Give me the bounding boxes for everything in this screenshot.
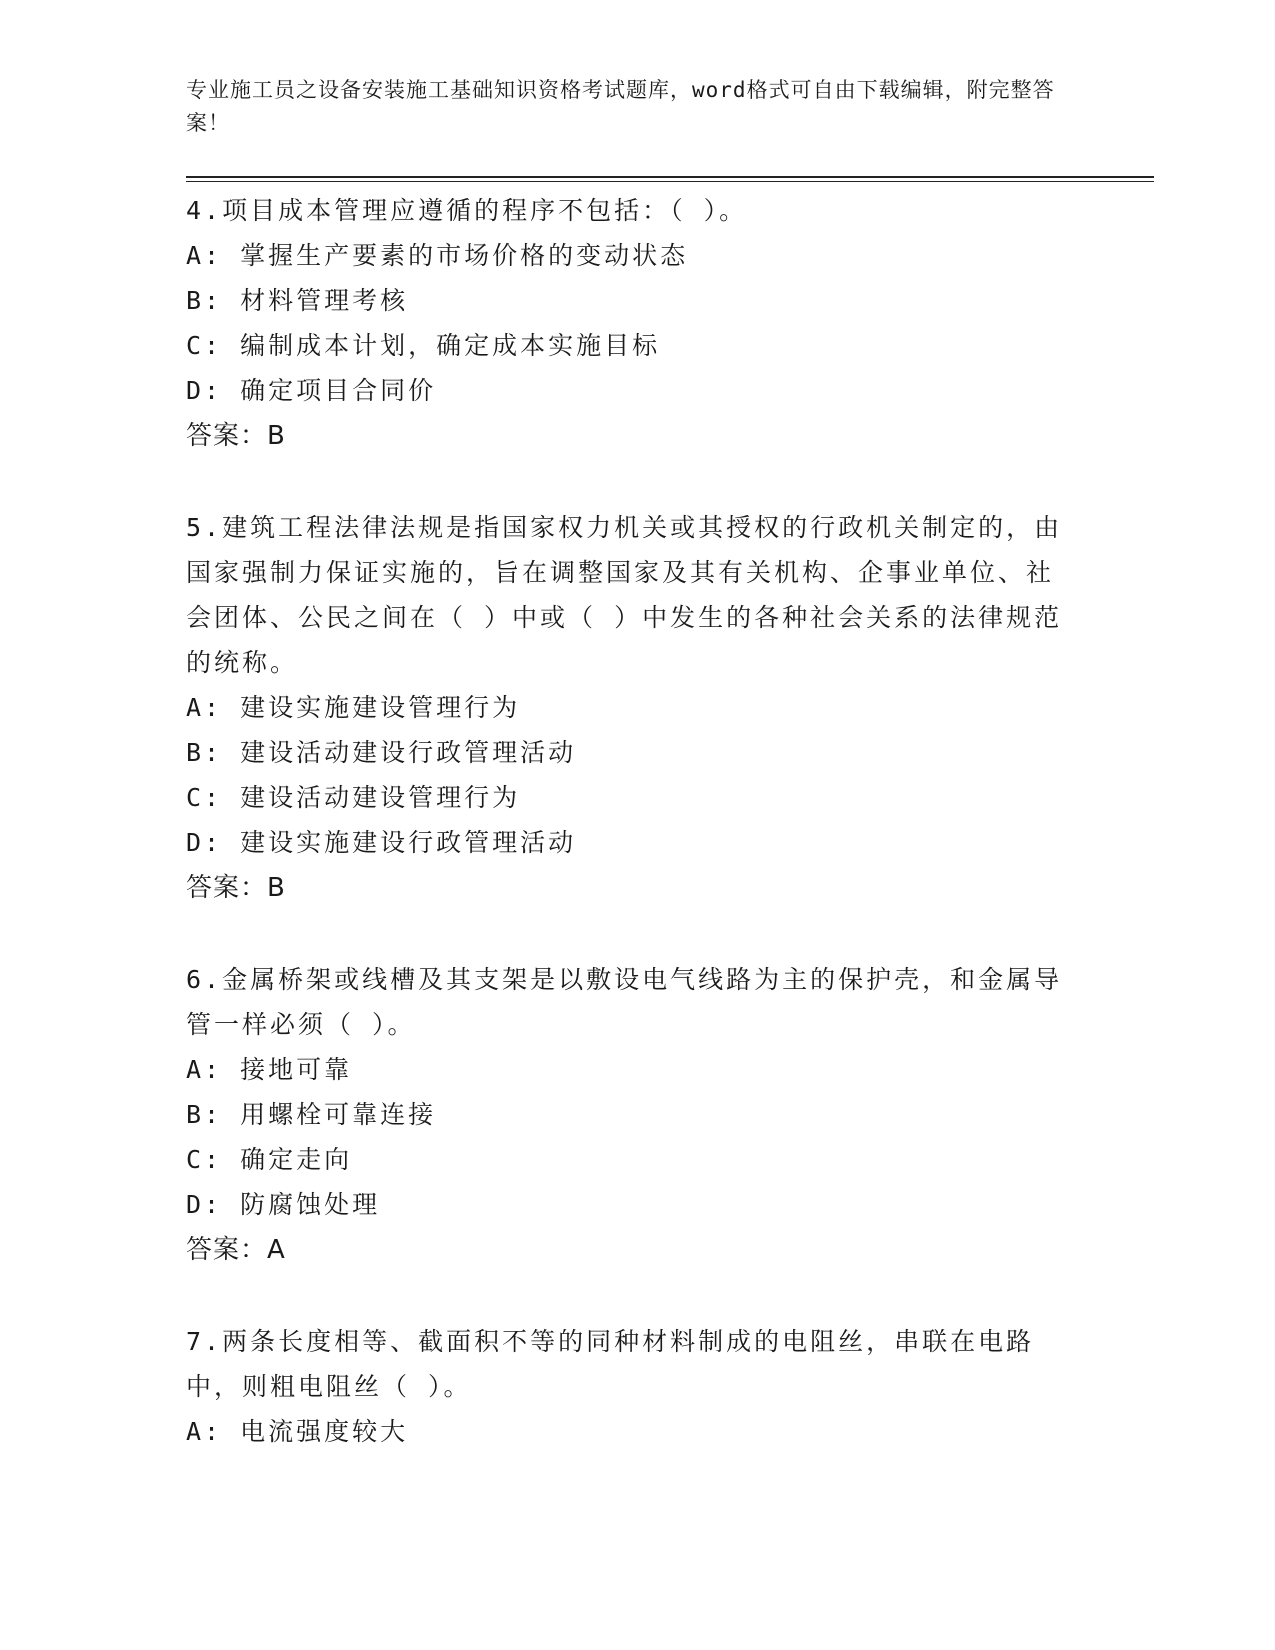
document-header: 专业施工员之设备安装施工基础知识资格考试题库，word格式可自由下载编辑，附完整答案！ — [186, 78, 1055, 135]
option-d: D: 防腐蚀处理 — [186, 1190, 381, 1219]
option-d: D: 确定项目合同价 — [186, 376, 437, 405]
answer-line: 答案：A — [186, 1235, 286, 1265]
answer-line: 答案：B — [186, 873, 286, 903]
header-divider-thin — [186, 181, 1154, 182]
option-c: C: 编制成本计划，确定成本实施目标 — [186, 331, 661, 360]
option-a: A: 接地可靠 — [186, 1055, 353, 1084]
question-list — [186, 188, 1066, 1454]
header-divider-thick — [186, 176, 1154, 178]
option-c: C: 确定走向 — [186, 1145, 353, 1174]
question-4 — [186, 188, 1066, 459]
question-stem: 4.项目成本管理应遵循的程序不包括：（ ）。 — [186, 196, 748, 225]
question-stem: 5.建筑工程法律法规是指国家权力机关或其授权的行政机关制定的，由国家强制力保证实施的，旨在调整国家及其有关机构、企事业单位、社会团体、公民之间在（ ）中或（ ）中发生的各种社会关系的法律规范的统称。 — [186, 513, 1063, 677]
question-7 — [186, 1319, 1066, 1454]
option-a: A: 建设实施建设管理行为 — [186, 693, 521, 722]
question-6 — [186, 957, 1066, 1273]
option-a: A: 电流强度较大 — [186, 1417, 409, 1446]
question-stem: 6.金属桥架或线槽及其支架是以敷设电气线路为主的保护壳，和金属导管一样必须（ ）。 — [186, 965, 1063, 1039]
option-a: A: 掌握生产要素的市场价格的变动状态 — [186, 241, 689, 270]
option-b: B: 建设活动建设行政管理活动 — [186, 738, 577, 767]
option-c: C: 建设活动建设管理行为 — [186, 783, 521, 812]
question-5 — [186, 505, 1066, 911]
option-d: D: 建设实施建设行政管理活动 — [186, 828, 577, 857]
question-stem: 7.两条长度相等、截面积不等的同种材料制成的电阻丝，串联在电路中，则粗电阻丝（ ）。 — [186, 1327, 1035, 1401]
option-b: B: 材料管理考核 — [186, 286, 409, 315]
option-b: B: 用螺栓可靠连接 — [186, 1100, 437, 1129]
answer-line: 答案：B — [186, 421, 286, 451]
